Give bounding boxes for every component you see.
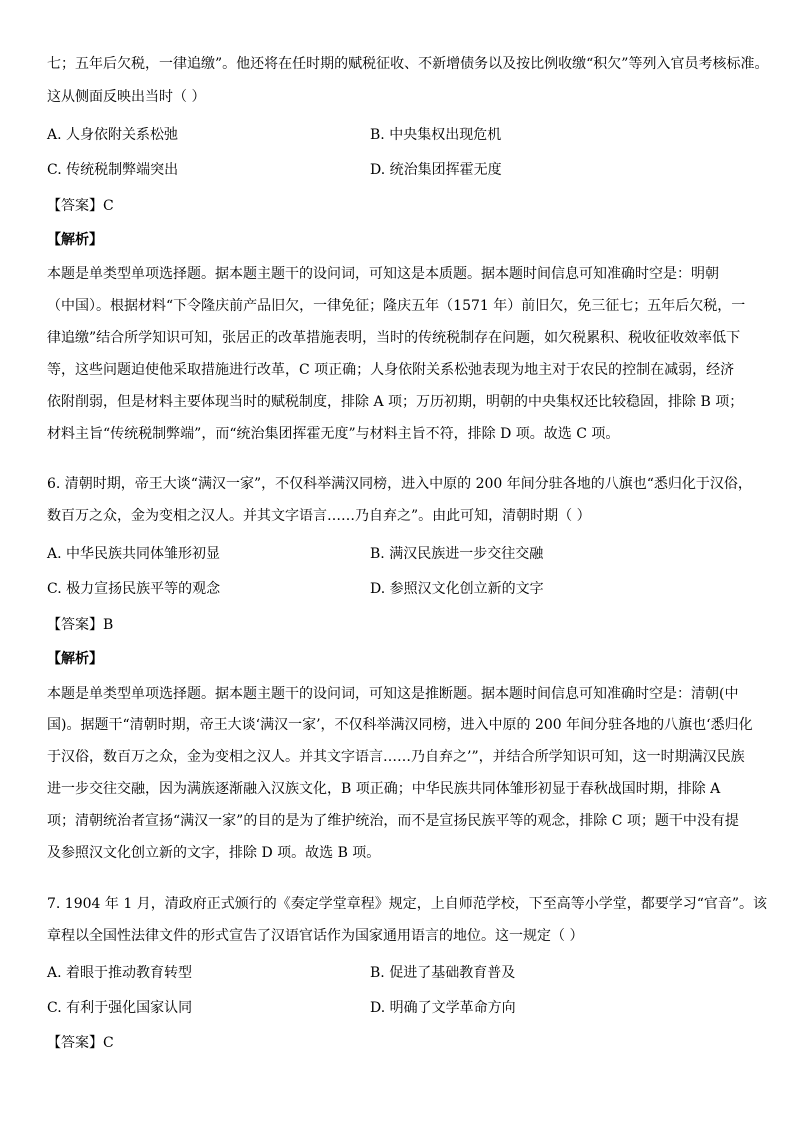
question-6-analysis-line: 于汉俗，数百万之众，金为变相之汉人。并其文字语言……乃自弃之’”，并结合所学知识可知，这一时期满汉民族 [47,749,745,765]
question-6-answer: 【答案】B [47,617,114,633]
question-5-answer: 【答案】C [47,198,114,214]
question-5-analysis-line: 律追缴”结合所学知识可知，张居正的改革措施表明，当时的传统税制存在问题，如欠税累积、税收征收效率低下 [47,330,741,346]
question-5-stem-line-2: 这从侧面反映出当时（ ） [47,89,206,105]
question-5-analysis-line: 材料主旨“传统税制弊端”，而“统治集团挥霍无度”与材料主旨不符，排除 D 项。故选 C 项。 [47,426,620,442]
question-7-answer: 【答案】C [47,1035,114,1051]
question-5-stem-line-1: 七；五年后欠税，一律追缴”。他还将在任时期的赋税征收、不新增债务以及按比例收缴“积欠”等列入官员考核标准。 [47,56,769,72]
question-7-option-c: C. 有利于强化国家认同 [47,1000,193,1016]
question-6-analysis-line: 进一步交往交融，因为满族逐渐融入汉族文化，B 项正确；中华民族共同体雏形初显于春秋战国时期，排除 A [47,781,721,797]
question-7-stem-line-1: 7. 1904 年 1 月，清政府正式颁行的《奏定学堂章程》规定，上自师范学校，下至高等小学堂，都要学习“官音”。该 [47,896,768,912]
question-5-analysis-line: 依附削弱，但是材料主要体现当时的赋税制度，排除 A 项；万历初期，明朝的中央集权还比较稳固，排除 B 项； [47,394,744,410]
question-6-analysis-label: 【解析】 [47,651,103,667]
question-6-stem-line-2: 数百万之众，金为变相之汉人。并其文字语言……乃自弃之”。由此可知，清朝时期（ ） [47,508,591,524]
question-5-analysis-line: 等，这些问题迫使他采取措施进行改革，C 项正确；人身依附关系松弛表现为地主对于农民的控制在减弱，经济 [47,362,735,378]
question-7-option-d: D. 明确了文学革命方向 [370,1000,516,1016]
question-5-option-a: A. 人身依附关系松弛 [47,127,179,143]
question-7-option-a: A. 着眼于推动教育转型 [47,965,193,981]
question-5-option-d: D. 统治集团挥霍无度 [370,162,502,178]
question-5-analysis-line: （中国）。根据材料“下令隆庆前产品旧欠，一律免征；隆庆五年（1571 年）前旧欠，免三征七；五年后欠税，一 [47,298,746,314]
question-6-analysis-line: 国)。据题干“清朝时期，帝王大谈‘满汉一家’，不仅科举满汉同榜，进入中原的 200 年间分驻各地的八旗也‘悉归化 [47,717,753,733]
question-6-option-d: D. 参照汉文化创立新的文字 [370,581,544,597]
question-5-option-c: C. 传统税制弊端突出 [47,162,179,178]
question-7-option-b: B. 促进了基础教育普及 [370,965,516,981]
question-6-option-b: B. 满汉民族进一步交往交融 [370,546,544,562]
question-6-option-a: A. 中华民族共同体雏形初显 [47,546,221,562]
question-6-analysis-line: 项；清朝统治者宣扬“满汉一家”的目的是为了维护统治，而不是宣扬民族平等的观念，排除 C 项；题干中没有提 [47,813,739,829]
question-5-analysis-label: 【解析】 [47,232,103,248]
question-6-analysis-line: 本题是单类型单项选择题。据本题主题干的设问词，可知这是推断题。据本题时间信息可知准确时空是：清朝(中 [47,686,739,702]
question-6-stem-line-1: 6. 清朝时期，帝王大谈“满汉一家”，不仅科举满汉同榜，进入中原的 200 年间分驻各地的八旗也“悉归化于汉俗， [47,476,752,492]
question-5-option-b: B. 中央集权出现危机 [370,127,502,143]
question-5-analysis-line: 本题是单类型单项选择题。据本题主题干的设问词，可知这是本质题。据本题时间信息可知准确时空是：明朝 [47,266,719,282]
question-6-analysis-line: 及参照汉文化创立新的文字，排除 D 项。故选 B 项。 [47,845,381,861]
question-7-stem-line-2: 章程以全国性法律文件的形式宣告了汉语官话作为国家通用语言的地位。这一规定（ ） [47,928,584,944]
question-6-option-c: C. 极力宣扬民族平等的观念 [47,581,221,597]
